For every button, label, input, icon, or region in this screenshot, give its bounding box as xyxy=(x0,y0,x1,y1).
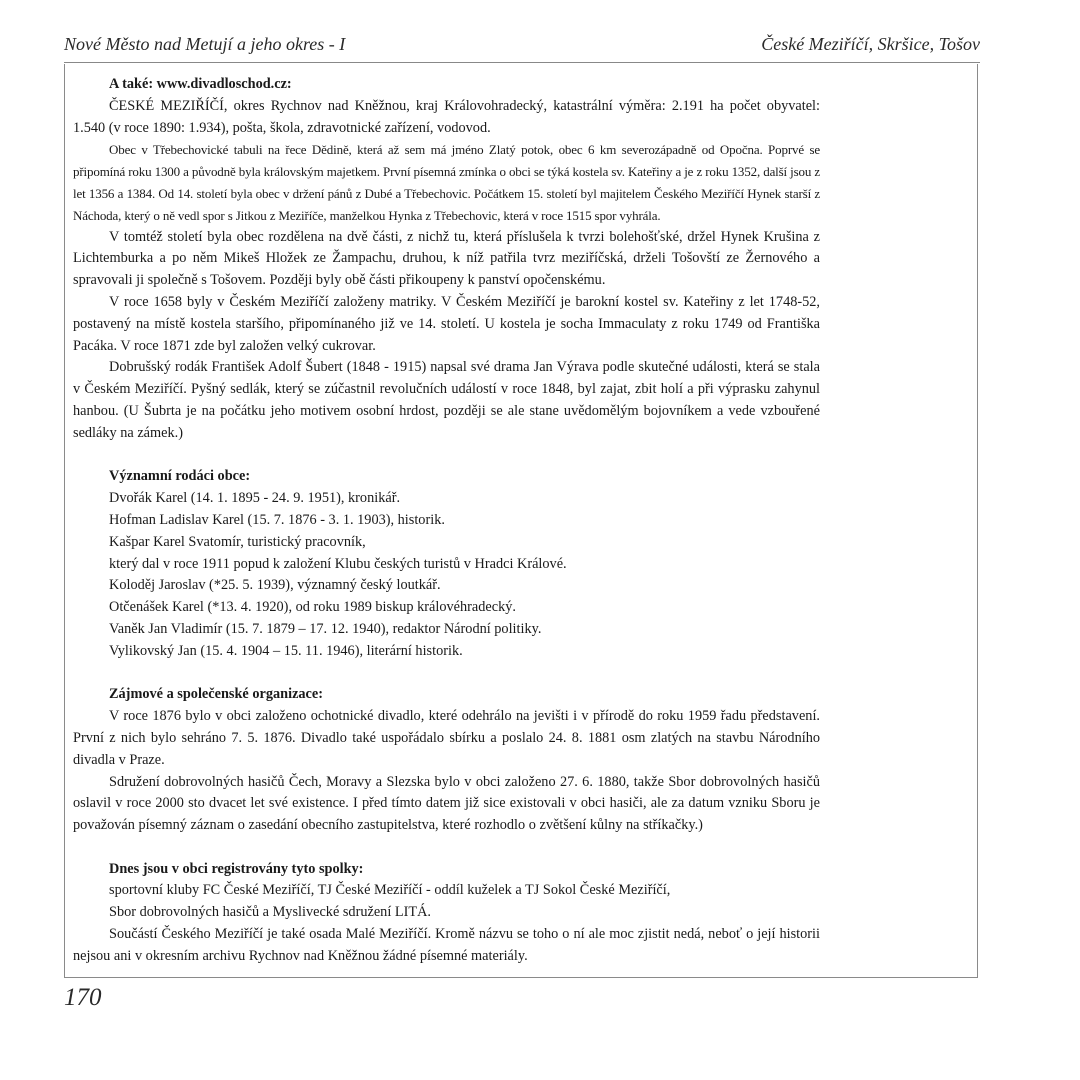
paragraph-theatre: V roce 1876 bylo v obci založeno ochotnické divadlo, které odehrálo na jevišti i v přírodě do roku 1959 řadu představení. První z nich bylo sehráno 7. 5. 1876. Divadlo také uspořádalo sbírku a poslalo 24. 8. 1881 osm zlatých na stavbu Národního divadla v Praze. xyxy=(73,708,820,768)
section-heading-notables: Významní rodáci obce: xyxy=(109,468,251,485)
section-heading-organizations: Zájmové a společenské organizace: xyxy=(109,686,324,703)
list-item-club: Sbor dobrovolných hasičů a Myslivecké sdružení LITÁ. xyxy=(109,904,432,921)
list-item-notable: Otčenášek Karel (*13. 4. 1920), od roku 1989 biskup královéhradecký. xyxy=(109,599,516,616)
header-rule xyxy=(64,62,980,63)
page-body xyxy=(73,74,820,968)
paragraph-closing: Součástí Českého Meziříčí je také osada Malé Meziříčí. Kromě názvu se toho o ní ale moc zjistit nedá, neboť o její historii nejsou ani v okresním archivu Rychnov nad Kněžnou žádné písemné materiály. xyxy=(73,926,820,964)
running-header-left: Nové Město nad Metují a jeho okres - I xyxy=(64,34,346,54)
spacer xyxy=(73,663,820,685)
paragraph-intro: ČESKÉ MEZIŘÍČÍ, okres Rychnov nad Kněžnou, kraj Královohradecký, katastrální výměra: 2.191 ha počet obyvatel: 1.540 (v roce 1890: 1.934), pošta, škola, zdravotnické zařízení, vodovod. xyxy=(73,97,820,136)
page-number: 170 xyxy=(64,984,102,1011)
paragraph-division: V tomtéž století byla obec rozdělena na dvě části, z nichž tu, která příslušela k tvrzi bolehošťské, držel Hynek Krušina z Lichtemburka a po něm Mikeš Hložek ze Žampachu, druhou, k níž patřila tvrz meziříčská, drželi Tošovští ze Žernového a spravovali ji společně s Tošovem. Později byly obě části přikoupeny k panství opočenskému. xyxy=(73,228,820,289)
list-item-notable: Vylikovský Jan (15. 4. 1904 – 15. 11. 1946), literární historik. xyxy=(109,642,463,659)
list-item-notable: který dal v roce 1911 popud k založení Klubu českých turistů v Hradci Králové. xyxy=(109,555,567,572)
list-item-notable: Dvořák Karel (14. 1. 1895 - 24. 9. 1951), kronikář. xyxy=(109,490,401,507)
section-heading-clubs: Dnes jsou v obci registrovány tyto spolky: xyxy=(109,860,364,877)
running-header-right: České Meziříčí, Skršice, Tošov xyxy=(761,34,980,54)
section-heading-website: A také: www.divadloschod.cz: xyxy=(109,76,292,92)
list-item-notable: Kašpar Karel Svatomír, turistický pracovník, xyxy=(109,533,366,550)
spacer xyxy=(73,837,820,859)
paragraph-subert: Dobrušský rodák František Adolf Šubert (1848 - 1915) napsal své drama Jan Výrava podle skutečné události, která se stala v Českém Meziříčí. Pyšný sedlák, který se zúčastnil revolučních událostí v roce 1848, byl zajat, zbit holí a při výprasku zahynul hanbou. (U Šubrta je na počátku jeho motivem osobní hrdost, později se ale stane uvědomělým bojovníkem a vede vzbouřené sedláky na zámek.) xyxy=(73,359,820,441)
spacer xyxy=(73,445,820,467)
list-item-notable: Vaněk Jan Vladimír (15. 7. 1879 – 17. 12. 1940), redaktor Národní politiky. xyxy=(109,620,542,637)
paragraph-church: V roce 1658 byly v Českém Meziříčí založeny matriky. V Českém Meziříčí je barokní kostel sv. Kateřiny z let 1748-52, postavený na místě kostela staršího, připomínaného již ve 14. století. U kostela je socha Immaculaty z roku 1749 od Františka Pacáka. V roce 1871 zde byl založen velký cukrovar. xyxy=(73,293,820,354)
list-item-club: sportovní kluby FC České Meziříčí, TJ České Meziříčí - oddíl kuželek a TJ Sokol České Meziříčí, xyxy=(109,882,671,899)
paragraph-history: Obec v Třebechovické tabuli na řece Dědině, která až sem má jméno Zlatý potok, obec 6 km severozápadně od Opočna. Poprvé se připomíná roku 1300 a původně byla královským majetkem. První písemná zmínka o obci se týká kostela sv. Kateřiny a je z roku 1352, další jsou z let 1356 a 1384. Od 14. století byla obec v držení pánů z Dubé a Třebechovic. Počátkem 15. století byl majitelem Českého Meziříčí Hynek starší z Náchoda, který o ně vedl spor s Jitkou z Meziříče, manželkou Hynka z Třebechovic, která v roce 1515 spor vyhrála. xyxy=(73,142,820,223)
list-item-notable: Hofman Ladislav Karel (15. 7. 1876 - 3. 1. 1903), historik. xyxy=(109,511,445,528)
list-item-notable: Koloděj Jaroslav (*25. 5. 1939), významný český loutkář. xyxy=(109,577,441,594)
paragraph-firefighters: Sdružení dobrovolných hasičů Čech, Moravy a Slezska bylo v obci založeno 27. 6. 1880, takže Sbor dobrovolných hasičů oslavil v roce 2000 sto dvacet let své existence. I před tímto datem již sice existovali v obci hasiči, ale za datum vzniku Sboru je považován písemný záznam o zasedání obecního zastupitelstva, které rozhodlo o zvětšení kůlny na stříkačky.) xyxy=(73,773,820,834)
